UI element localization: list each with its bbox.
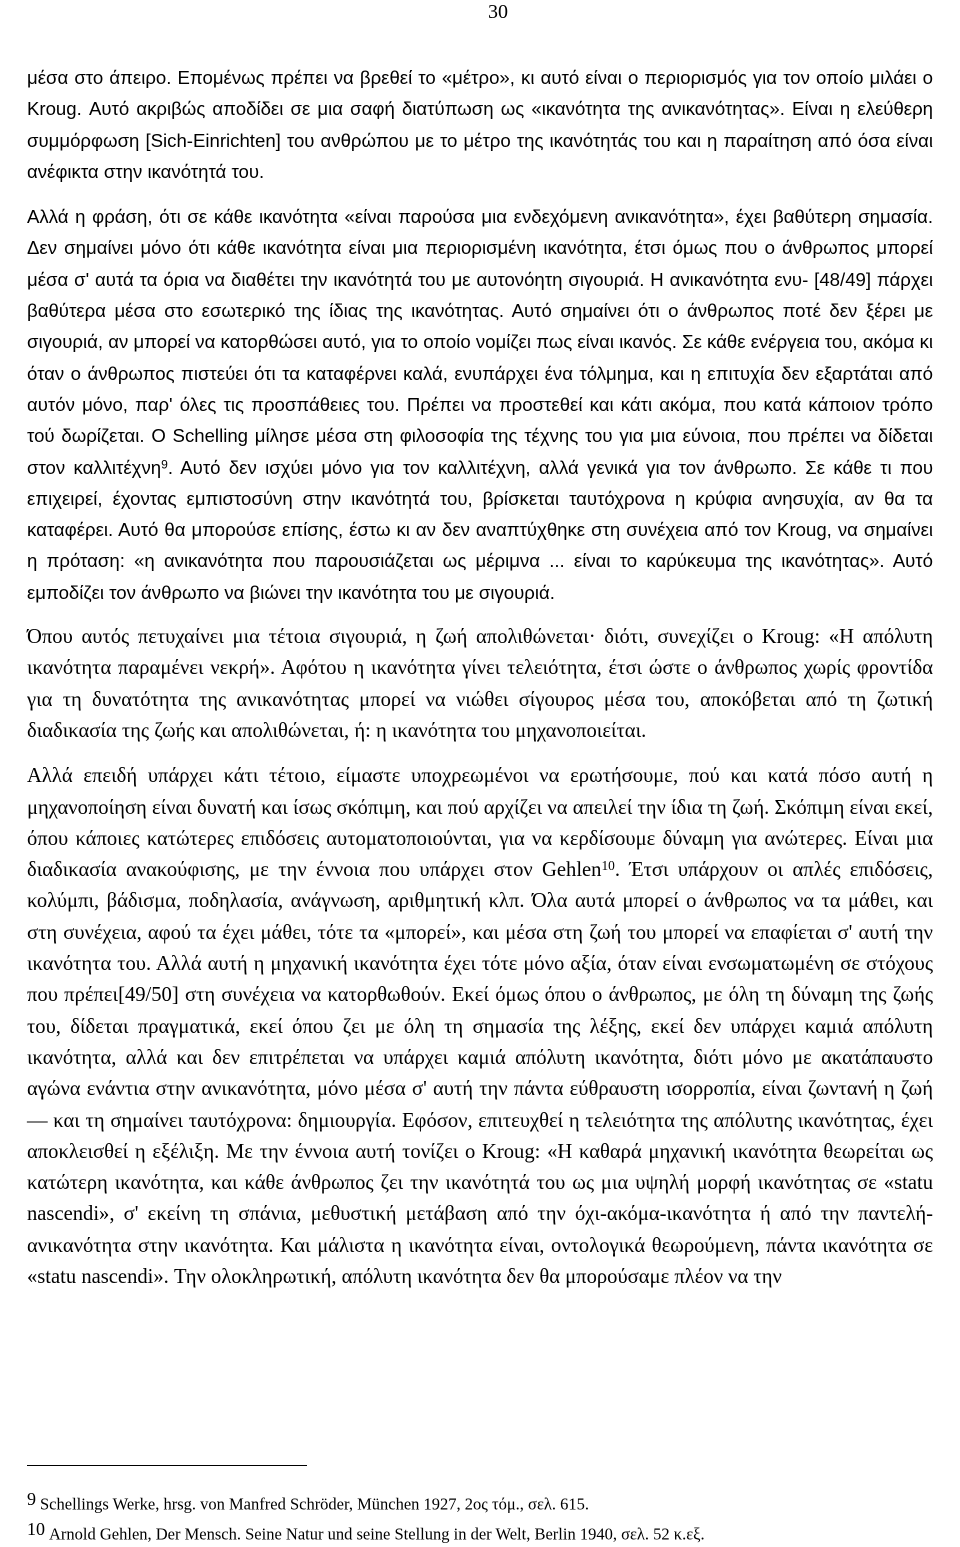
paragraph-4-text-a: Αλλά επειδή υπάρχει κάτι τέτοιο, είμαστε υποχρεωμένοι να ερωτήσουμε, πού και κατά πόσο αυτή η μηχανοποίηση είναι δυνατή και ίσως σκόπιμη, και πού αρχίζει να απειλεί την ίδια τη ζωή. Σκόπιμη είναι εκεί, όπου κάποιες κατώτερες επιδόσεις αυτοματοποιούνται, για να κερδίσουμε δύναμη για ανώτερες. Είναι μια διαδικασία ανακούφισης, με την έννοια που υπάρχει στον Gehlen [27,765,933,882]
paragraph-3: Όπου αυτός πετυχαίνει μια τέτοια σιγουριά, η ζωή απολιθώνεται· διότι, συνεχίζει ο Kroug: «Η απόλυτη ικανότητα παραμένει νεκρή». Αφότου η ικανότητα γίνει τελειότητα, έτσι ώστε ο άνθρωπος χωρίς φροντίδα για τη δυνατότητα της ανικανότητας μπορεί να νιώθει σίγουρος μέσα του, αποκόβεται από τη ζωτική διαδικασία της ζωής και απολιθώνεται, ή: η ικανότητα του μηχανοποιείται. [27,626,933,742]
footnote-separator [27,1465,307,1466]
footnotes [27,1487,933,1546]
paragraph-2-text-b: . Αυτό δεν ισχύει μόνο για τον καλλιτέχνη, αλλά γενικά για τον άνθρωπο. Σε κάθε τι που επιχειρεί, έχοντας εμπιστοσύνη στην ικανότητά του, βρίσκεται ταυτόχρονα η κρύφια ανησυχία, αν θα τα καταφέρει. Αυτό θα μπορούσε επίσης, έστω κι αν δεν αναπτύχθηκε στη συνέχεια από τον Kroug, να σημαίνει η πρόταση: «η ανικανότητα που παρουσιάζεται ως μέριμνα ... είναι το καρύκευμα της ικανότητας». Αυτό εμποδίζει τον άνθρωπο να βιώνει την ικανότητα του με σιγουριά. [27,456,934,603]
paragraph-4 [27,761,933,1293]
paragraph-1: μέσα στο άπειρο. Επομένως πρέπει να βρεθεί το «μέτρο», κι αυτό είναι ο περιορισμός για τον οποίο μιλάει ο Kroug. Αυτό ακριβώς αποδίδει σε μια σαφή διατύπωση ως «ικανότητα της ανικανότητας». Είναι η ελεύθερη συμμόρφωση [Sich-Einrichten] του ανθρώπου με το μέτρο της ικανότητάς του και η παραίτηση από όσα είναι ανέφικτα στην ικανότητά του. [27,67,933,182]
footnote-10 [27,1517,933,1547]
paragraph-4-text-b: . Έτσι υπάρχουν οι απλές επιδόσεις, κολύμπι, βάδισμα, ποδηλασία, ανάγνωση, αριθμητική κλπ. Όλα αυτά μπορεί ο άνθρωπος να τα μάθει, και στη συνέχεια, αφού τα έχει μάθει, τότε τα «μπορεί», και μέσα στη ζωή του μπορεί να επαφίεται σ' αυτή την ικανότητα του. Αλλά αυτή η μηχανική ικανότητα έχει τότε μόνο αξία, όταν είναι ενσωματωμένη σε στόχους που πρέπει[49/50] στη συνέχεια να κατορθωθούν. Εκεί όμως όπου ο άνθρωπος, με όλη τη δύναμη της ζωής του, δίδεται πραγματικά, εκεί όπου ζει με όλη τη σημασία της λέξης, εκεί δεν υπάρχει καμιά απόλυτη ικανότητα, αλλά και δεν επιτρέπεται να υπάρχει καμιά απόλυτη ικανότητα, διότι μόνο με ακατάπαυστο αγώνα ενάντια στην ανικανότητα, μόνο μέσα σ' αυτή την πάντα εύθραυστη ισορροπία, είναι ζωντανή η ζωή — και τη σημαίνει ταυτόχρονα: δημιουργία. Εφόσον, επιτευχθεί η τελειότητα της απόλυτης ικανότητας, έχει αποκλεισθεί η εξέλιξη. Με την έννοια αυτή τονίζει ο Kroug: «Η καθαρά μηχανική ικανότητα θεωρείται ως κατώτερη ικανότητα, και κάθε άνθρωπος ζει την ικανότητά του ως μια υψηλή μορφή ικανότητας σε «statu nascendi», σ' εκείνη τη σπάνια, μεθυστική μετάβαση από την όχι-ακόμα-ικανότητα ή από την παντελή-ανικανότητα στην ικανότητα. Και μάλιστα η ικανότητα είναι, οντολογικά θεωρούμενη, πάντα ικανότητα σε «statu nascendi». Την ολοκληρωτική, απόλυτη ικανότητα δεν θα μπορούσαμε πλέον να την [27,859,933,1288]
footnote-text: Arnold Gehlen, Der Mensch. Seine Natur und seine Stellung in der Welt, Berlin 1940, σελ. 52 κ.εξ. [49,1524,705,1543]
footnote-ref-9[interactable]: 9 [161,457,168,472]
page-number: 30 [488,1,508,23]
footnote-mark: 9 [27,1489,36,1509]
body-text [27,62,933,1293]
footnote-mark: 10 [27,1518,45,1539]
footnote-text: Schellings Werke, hrsg. von Manfred Schröder, München 1927, 2ος τόμ., σελ. 615. [40,1494,589,1514]
paragraph-2 [27,201,933,608]
footnote-9 [27,1487,933,1517]
footnote-ref-10[interactable]: 10 [601,858,615,874]
paragraph-2-text-a: Αλλά η φράση, ότι σε κάθε ικανότητα «είναι παρούσα μια ενδεχόμενη ανικανότητα», έχει βαθύτερη σημασία. Δεν σημαίνει μόνο ότι κάθε ικανότητα είναι μια περιορισμένη ικανότητα, έτσι όμως που ο άνθρωπος μπορεί μέσα σ' αυτά τα όρια να διαθέτει την ικανότητά του με αυτονόητη σιγουριά. Η ανικανότητα ενυ- [48/49] πάρχει βαθύτερα μέσα στο εσωτερικό της ίδιας της ικανότητας. Αυτό σημαίνει ότι ο άνθρωπος ποτέ δεν ξέρει με σιγουριά, αν μπορεί να κατορθώσει αυτό, για το οποίο νομίζει πως είναι ικανός. Σε κάθε ενέργεια του, ακόμα κι όταν ο άνθρωπος πιστεύει ότι τα καταφέρνει καλά, ενυπάρχει ένα τόλμημα, και η επιτυχία δεν εξαρτάται από αυτόν μόνο, παρ' όλες τις προσπάθειες του. Πρέπει να προστεθεί και κάτι ακόμα, που κατά κάποιον τρόπο τού δωρίζεται. Ο Schelling μίλησε μέσα στη φιλοσοφία της τέχνης του για μια εύνοια, που πρέπει να δίδεται στον καλλιτέχνη [27,206,933,478]
